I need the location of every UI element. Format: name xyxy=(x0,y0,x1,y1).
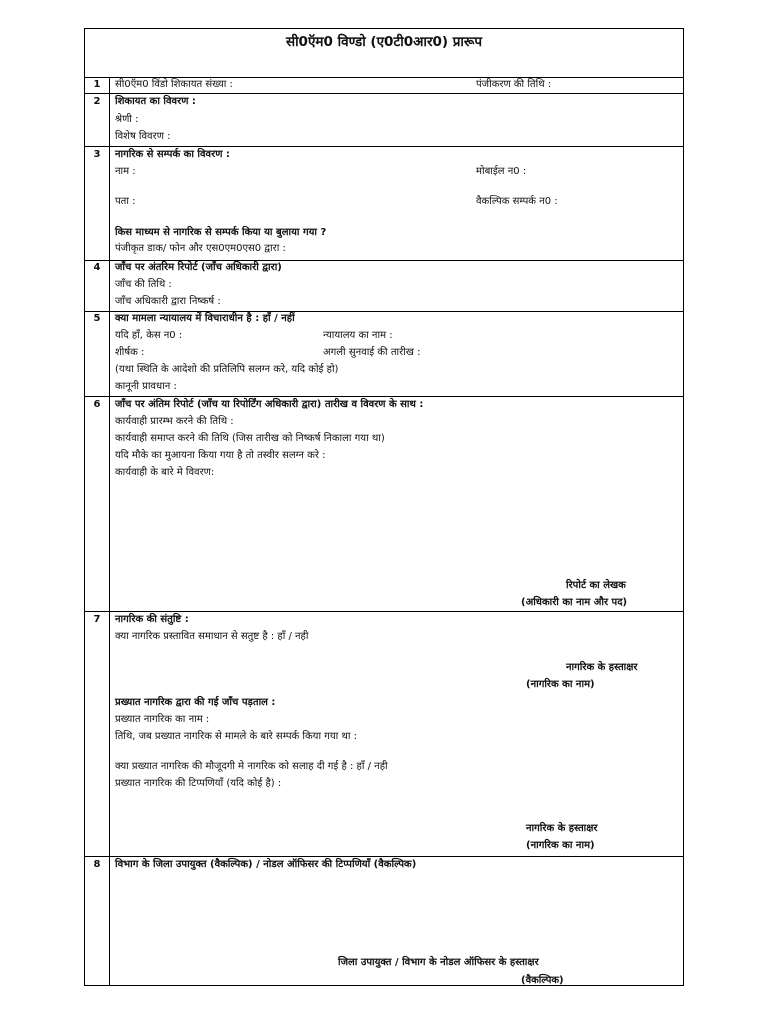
citizen-satisfaction-heading: नागरिक की संतुष्टि : xyxy=(115,614,189,625)
officer-signature-label: जिला उपायुक्त / विभाग के नोडल ऑफिसर के हस्ताक्षर xyxy=(338,957,539,968)
address-label: पता : xyxy=(115,196,136,207)
section-number: 4 xyxy=(93,262,101,273)
row-divider xyxy=(85,146,683,147)
complaint-details-heading: शिकायत का विवरण : xyxy=(115,96,196,107)
site-visit-label: यदि मौके का मुआयना किया गया है तो तस्वीर सलग्न करे : xyxy=(115,450,326,461)
action-details-label: कार्यवाही के बारे मे विवरण: xyxy=(115,467,215,478)
row-divider xyxy=(85,93,683,94)
final-report-heading: जाँच पर अंतिम रिपोर्ट (जाँच या रिपोर्टिंग अधिकारी द्वारा) तारीख व विवरण के साथ : xyxy=(115,399,424,410)
section-number: 7 xyxy=(93,614,101,625)
action-end-date-label: कार्यवाही समाप्त करने की तिथि (जिस तारीख को निष्कर्ष निकाला गया था) xyxy=(115,433,385,444)
complaint-number-label: सी0ऍम0 विंडो शिकायत संख्या : xyxy=(115,79,233,90)
citizen-name-subtitle-2: (नागरिक का नाम) xyxy=(526,840,595,851)
inquiry-date-label: जाँच की तिथि : xyxy=(115,279,172,290)
section-number: 5 xyxy=(93,313,101,324)
action-start-date-label: कार्यवाही प्रारम्भ करने की तिथि : xyxy=(115,416,234,427)
contact-medium-answer: पंजीकृत डाक/ फोन और एस0एम0एस0 द्वारा : xyxy=(115,243,286,254)
row-divider xyxy=(85,396,683,397)
court-name-label: न्यायालय का नाम : xyxy=(323,330,393,341)
report-author-label: रिपोर्ट का लेखक xyxy=(566,580,626,591)
nodal-officer-comments-heading: विभाग के जिला उपायुक्त (वैकल्पिक) / नोडल ऑफिसर की टिप्पणियाँ (वैकल्पिक) xyxy=(115,859,417,870)
number-column-divider xyxy=(109,77,110,985)
court-case-heading: क्या मामला न्यायालय में विचाराधीन है : हाँ / नहीं xyxy=(115,313,295,324)
registration-date-label: पंजीकरण की तिथि : xyxy=(476,79,552,90)
eminent-comments-label: प्रख्यात नागरिक की टिप्पणियाँ (यदि कोई है) : xyxy=(115,778,282,789)
case-number-label: यदि हाँ, केस न0 : xyxy=(115,330,183,341)
section-number: 2 xyxy=(93,96,101,107)
row-divider xyxy=(85,611,683,612)
citizen-name-subtitle: (नागरिक का नाम) xyxy=(526,679,595,690)
interim-report-heading: जाँच पर अंतरिम रिपोर्ट (जाँच अधिकारी द्वारा) xyxy=(115,262,282,273)
optional-subtitle: (वैकल्पिक) xyxy=(521,975,564,986)
section-number: 3 xyxy=(93,149,101,160)
eminent-contact-date-label: तिथि, जब प्रख्यात नागरिक से मामले के बारे सम्पर्क किया गया था : xyxy=(115,731,357,742)
officer-conclusion-label: जाँच अधिकारी द्वारा निष्कर्ष : xyxy=(115,296,221,307)
subject-label: शीर्षक : xyxy=(115,347,145,358)
form-title: सी0ऍम0 विण्डो (ए0टी0आर0) प्रारूप xyxy=(285,34,483,50)
contact-medium-question: किस माध्यम से नागरिक से सम्पर्क किया या बुलाया गया ? xyxy=(115,227,327,238)
eminent-presence-question: क्या प्रख्यात नागरिक की मौजूदगी मे नागरिक को सलाह दी गई है : हाँ / नही xyxy=(115,761,388,772)
section-number: 6 xyxy=(93,399,101,410)
name-label: नाम : xyxy=(115,166,136,177)
row-divider xyxy=(85,856,683,857)
atr-form xyxy=(84,28,684,986)
eminent-citizen-name-label: प्रख्यात नागरिक का नाम : xyxy=(115,714,210,725)
satisfaction-question: क्या नागरिक प्रस्तावित समाधान से सतुष्ट है : हाँ / नही xyxy=(115,631,309,642)
citizen-signature-label-2: नागरिक के हस्ताक्षर xyxy=(526,823,598,834)
section-number: 8 xyxy=(93,859,101,870)
attachment-note: (यथा स्थिति के आदेशो की प्रतिलिपि सलग्न करे, यदि कोई हो) xyxy=(115,364,339,375)
legal-provision-label: कानूनी प्रावधान : xyxy=(115,381,177,392)
category-label: श्रेणी : xyxy=(115,114,139,125)
eminent-citizen-heading: प्रख्यात नागरिक द्वारा की गई जाँच पड़ताल : xyxy=(115,697,276,708)
special-details-label: विशेष विवरण : xyxy=(115,131,171,142)
citizen-contact-heading: नागरिक से सम्पर्क का विवरण : xyxy=(115,149,230,160)
next-hearing-label: अगली सुनवाई की तारीख : xyxy=(323,347,421,358)
mobile-label: मोबाईल न0 : xyxy=(476,166,527,177)
report-author-subtitle: (अधिकारी का नाम और पद) xyxy=(521,597,628,608)
citizen-signature-label: नागरिक के हस्ताक्षर xyxy=(566,662,638,673)
alternate-contact-label: वैकल्पिक सम्पर्क न0 : xyxy=(476,196,558,207)
section-number: 1 xyxy=(93,79,101,90)
